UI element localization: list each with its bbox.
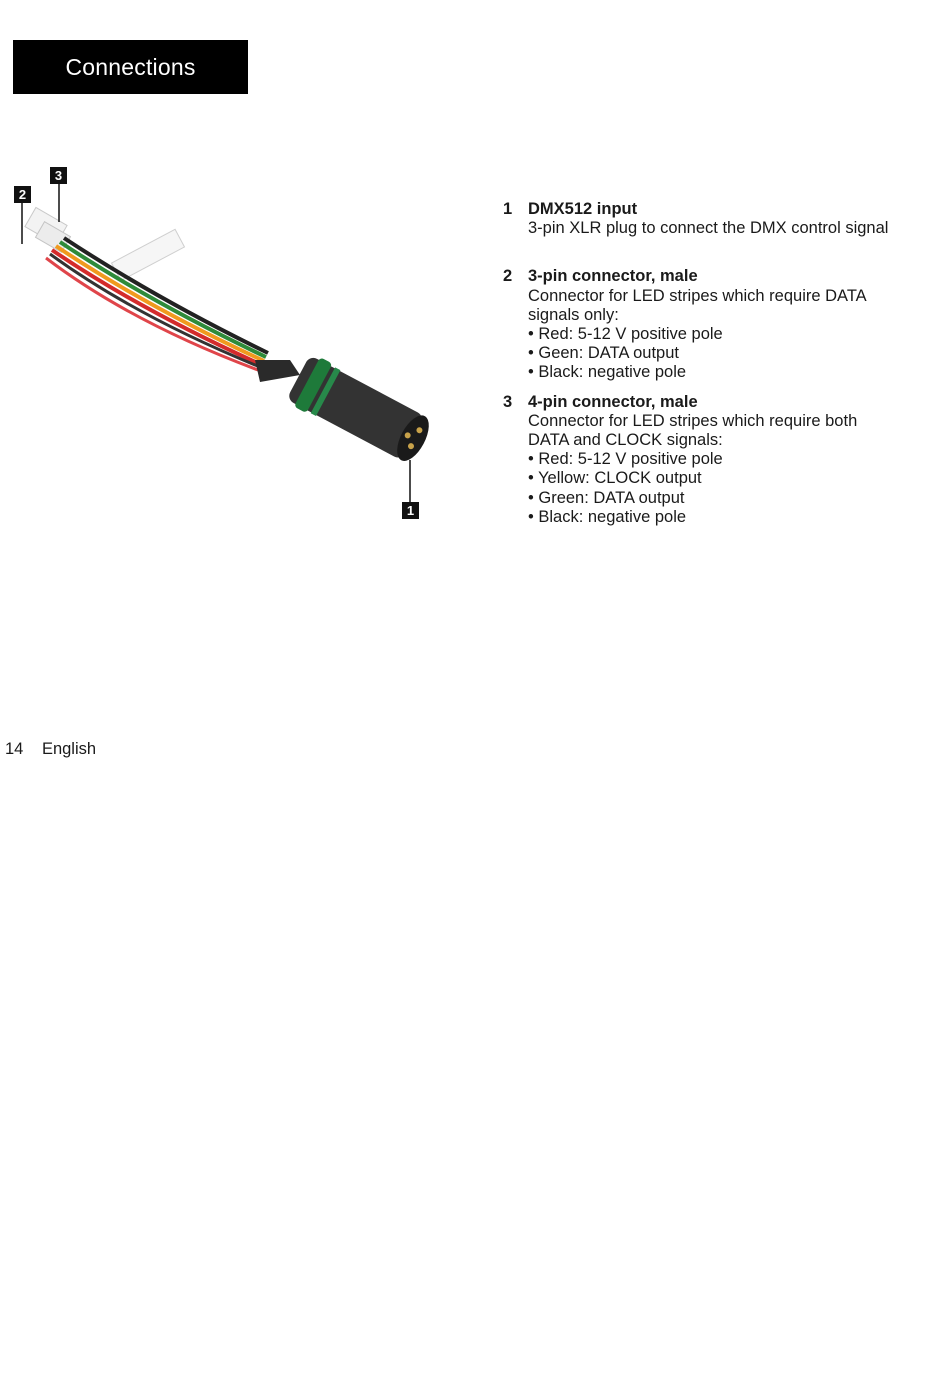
bullet: • Red: 5-12 V positive pole (528, 450, 723, 469)
item-line: DATA and CLOCK signals: (528, 431, 723, 450)
callout-3: 3 (50, 167, 67, 184)
callout-2: 2 (14, 186, 31, 203)
item-number: 1 (503, 200, 513, 218)
item-4pin-connector (503, 393, 943, 527)
bullet: • Black: negative pole (528, 363, 687, 382)
item-dmx-input (503, 200, 943, 238)
dmx-adapter-cable-illustration (0, 160, 460, 530)
page-footer (5, 740, 110, 759)
callout-1: 1 (402, 502, 419, 519)
item-number: 3 (503, 392, 513, 411)
bullet: • Yellow: CLOCK output (528, 469, 702, 488)
item-line: signals only: (528, 305, 619, 324)
item-line: Connector for LED stripes which require DATA (528, 286, 867, 305)
section-header (13, 40, 248, 94)
item-line: Connector for LED stripes which require both (528, 411, 858, 430)
item-title: 3-pin connector, male (528, 267, 698, 286)
section-title: Connections (65, 53, 196, 80)
connection-descriptions (503, 200, 943, 527)
product-photo (0, 160, 460, 530)
bullet: • Geen: DATA output (528, 344, 679, 363)
item-number: 2 (503, 267, 513, 286)
language-label: English (41, 740, 97, 758)
item-3pin-connector (503, 267, 943, 382)
page-number: 14 (5, 740, 24, 758)
item-title: DMX512 input (528, 200, 638, 218)
item-line: 3-pin XLR plug to connect the DMX control signal (528, 219, 889, 238)
bullet: • Green: DATA output (528, 488, 685, 507)
bullet: • Black: negative pole (528, 507, 687, 526)
bullet: • Red: 5-12 V positive pole (528, 325, 723, 344)
item-title: 4-pin connector, male (528, 392, 698, 411)
